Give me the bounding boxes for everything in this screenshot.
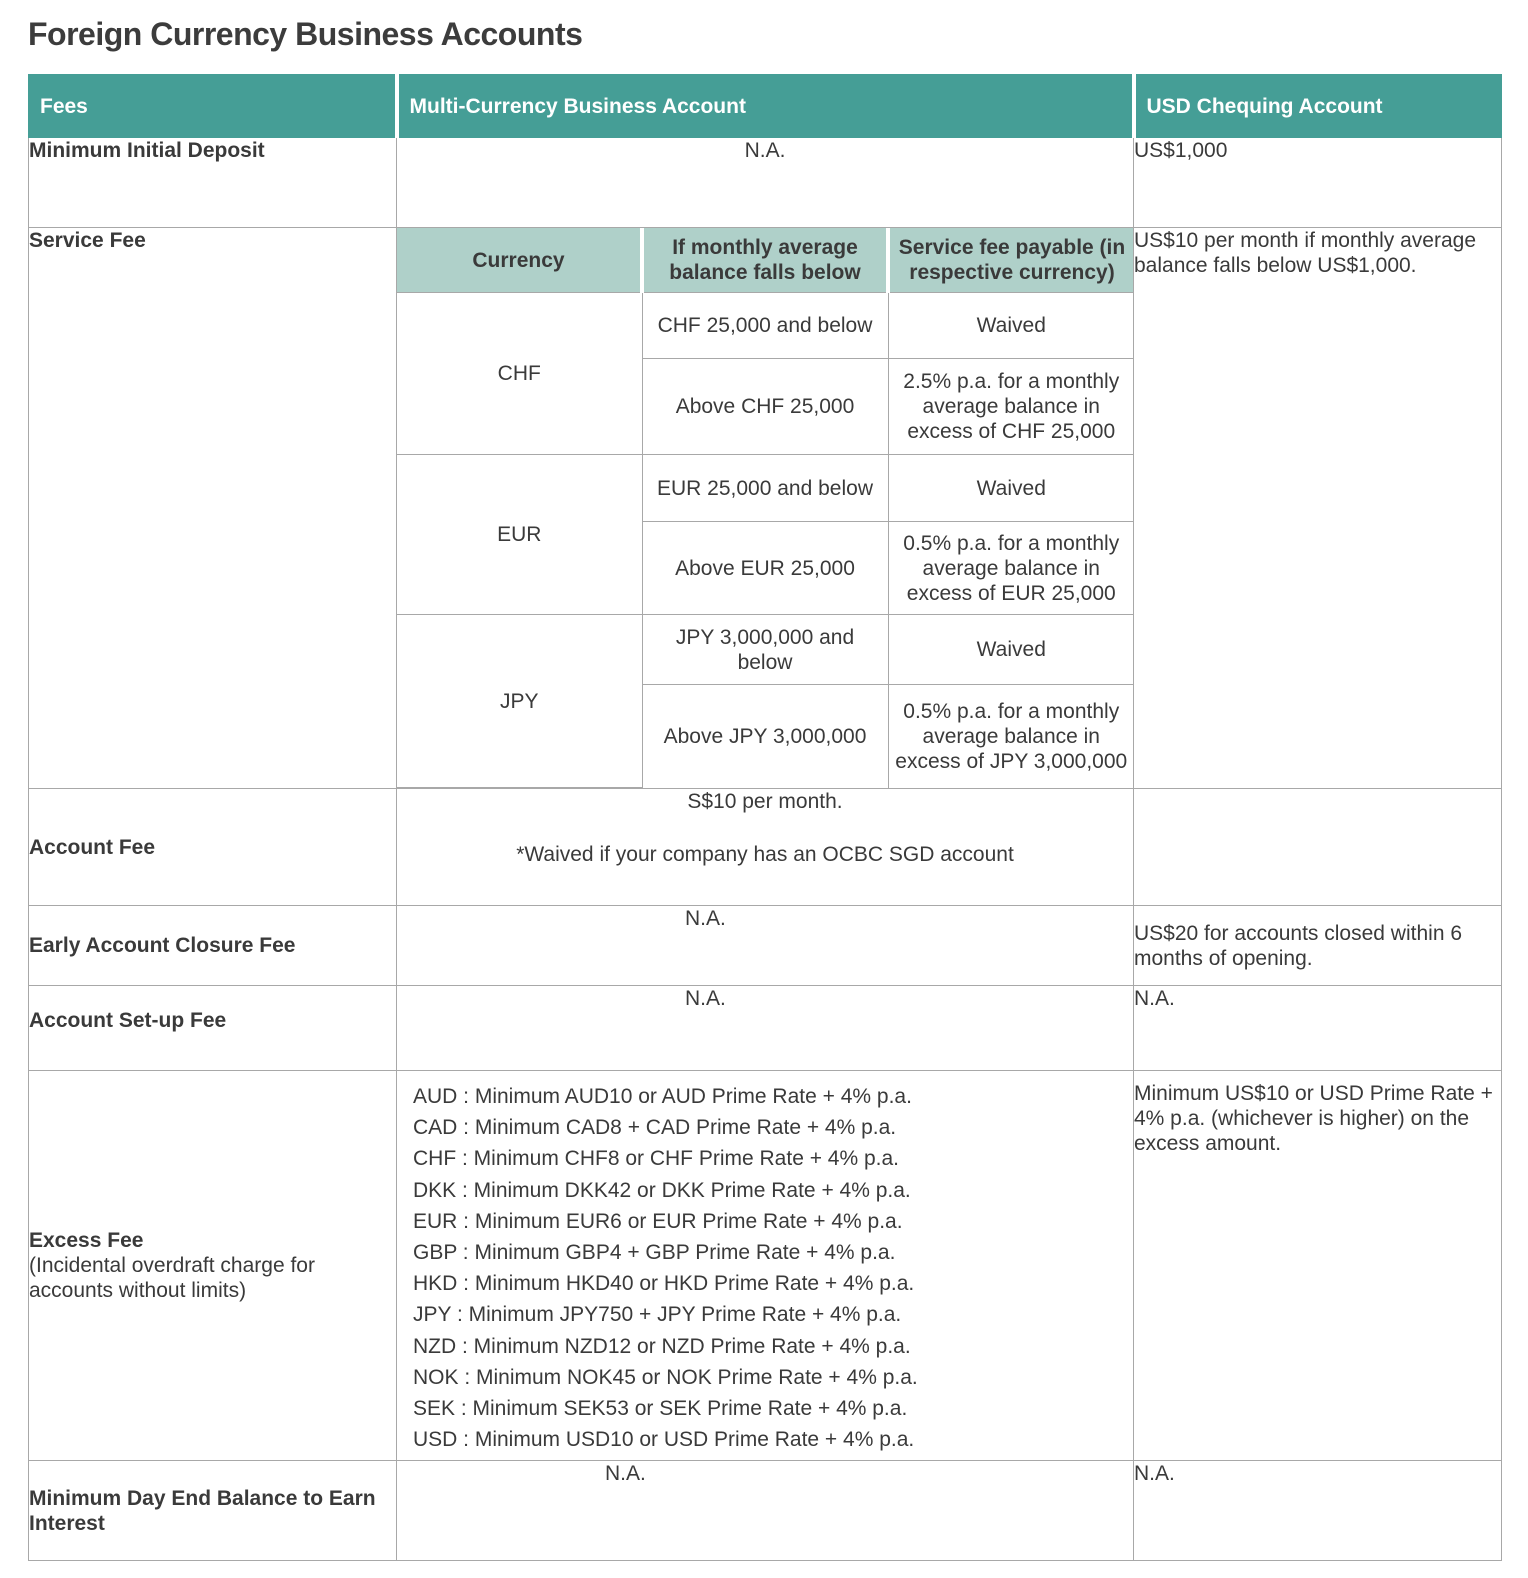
row-account-fee [29, 789, 1502, 906]
usd-early-closure: US$20 for accounts closed within 6 months of opening. [1134, 906, 1502, 986]
excess-fee-line: SEK : Minimum SEK53 or SEK Prime Rate + 4% p.a. [413, 1397, 908, 1421]
currency-cell: EUR [397, 455, 642, 615]
row-min-initial-deposit [29, 138, 1502, 228]
header-fees: Fees [29, 75, 397, 138]
excess-fee-title: Excess Fee [29, 1229, 144, 1252]
usd-service-fee: US$10 per month if monthly average balance falls below US$1,000. [1134, 228, 1502, 789]
fees-table [28, 74, 1502, 1561]
mca-service-fee [397, 228, 1134, 789]
payable-cell: 0.5% p.a. for a monthly average balance in excess of EUR 25,000 [888, 522, 1134, 615]
header-multi-currency: Multi-Currency Business Account [397, 75, 1134, 138]
threshold-cell: EUR 25,000 and below [642, 455, 888, 522]
threshold-cell: Above JPY 3,000,000 [642, 685, 888, 788]
excess-fee-line: USD : Minimum USD10 or USD Prime Rate + 4% p.a. [413, 1428, 915, 1452]
usd-excess-fee: Minimum US$10 or USD Prime Rate + 4% p.a. (whichever is higher) on the excess amount. [1134, 1071, 1502, 1461]
excess-fee-line: HKD : Minimum HKD40 or HKD Prime Rate + 4% p.a. [413, 1272, 915, 1296]
payable-cell: Waived [888, 615, 1134, 685]
excess-fee-line: EUR : Minimum EUR6 or EUR Prime Rate + 4% p.a. [413, 1209, 903, 1233]
threshold-cell: Above EUR 25,000 [642, 522, 888, 615]
excess-fee-line: CHF : Minimum CHF8 or CHF Prime Rate + 4% p.a. [413, 1147, 900, 1171]
label-min-day-end: Minimum Day End Balance to Earn Interest [29, 1461, 397, 1561]
payable-cell: Waived [888, 293, 1134, 359]
mca-min-day-end: N.A. [397, 1461, 1134, 1561]
payable-cell: 0.5% p.a. for a monthly average balance in excess of JPY 3,000,000 [888, 685, 1134, 788]
inner-header-payable: Service fee payable (in respective currency) [888, 228, 1134, 293]
service-fee-row [397, 615, 1134, 685]
usd-setup-fee: N.A. [1134, 986, 1502, 1071]
row-early-closure [29, 906, 1502, 986]
excess-fee-line: DKK : Minimum DKK42 or DKK Prime Rate + 4% p.a. [413, 1178, 911, 1202]
row-setup-fee [29, 986, 1502, 1071]
payable-cell: Waived [888, 455, 1134, 522]
inner-header-threshold: If monthly average balance falls below [642, 228, 888, 293]
threshold-cell: CHF 25,000 and below [642, 293, 888, 359]
service-fee-row [397, 293, 1134, 359]
currency-cell: JPY [397, 615, 642, 788]
mca-min-initial-deposit: N.A. [397, 138, 1134, 228]
excess-fee-line: NZD : Minimum NZD12 or NZD Prime Rate + 4% p.a. [413, 1334, 911, 1358]
label-early-closure: Early Account Closure Fee [29, 906, 397, 986]
label-min-initial-deposit: Minimum Initial Deposit [29, 138, 397, 228]
label-account-fee: Account Fee [29, 789, 397, 906]
usd-min-day-end: N.A. [1134, 1461, 1502, 1561]
excess-fee-line: JPY : Minimum JPY750 + JPY Prime Rate + 4% p.a. [413, 1303, 902, 1327]
inner-header-currency: Currency [397, 228, 642, 293]
row-service-fee [29, 228, 1502, 789]
row-excess-fee [29, 1071, 1502, 1461]
excess-fee-line: GBP : Minimum GBP4 + GBP Prime Rate + 4% p.a. [413, 1241, 896, 1265]
header-usd-chequing: USD Chequing Account [1134, 75, 1502, 138]
excess-fee-line: AUD : Minimum AUD10 or AUD Prime Rate + 4% p.a. [413, 1085, 912, 1108]
threshold-cell: Above CHF 25,000 [642, 359, 888, 455]
threshold-cell: JPY 3,000,000 and below [642, 615, 888, 685]
mca-early-closure: N.A. [397, 906, 1134, 986]
service-fee-header-row [397, 228, 1134, 293]
mca-excess-fee [397, 1071, 1134, 1461]
usd-min-initial-deposit: US$1,000 [1134, 138, 1502, 228]
service-fee-table [397, 228, 1134, 788]
account-fee-waiver-note: *Waived if your company has an OCBC SGD account [516, 843, 1014, 866]
mca-account-fee [397, 789, 1134, 906]
usd-account-fee [1134, 789, 1502, 906]
mca-setup-fee: N.A. [397, 986, 1134, 1071]
service-fee-row [397, 455, 1134, 522]
payable-cell: 2.5% p.a. for a monthly average balance in excess of CHF 25,000 [888, 359, 1134, 455]
header-row [29, 75, 1502, 138]
label-service-fee: Service Fee [29, 228, 397, 789]
excess-fee-list [397, 1071, 1133, 1455]
page-title: Foreign Currency Business Accounts [28, 16, 583, 52]
row-min-day-end [29, 1461, 1502, 1561]
account-fee-amount: S$10 per month. [687, 790, 843, 813]
label-setup-fee: Account Set-up Fee [29, 986, 397, 1071]
label-excess-fee [29, 1071, 397, 1461]
excess-fee-subtitle: (Incidental overdraft charge for accounts without limits) [29, 1254, 315, 1302]
currency-cell: CHF [397, 293, 642, 455]
excess-fee-line: CAD : Minimum CAD8 + CAD Prime Rate + 4% p.a. [413, 1116, 897, 1140]
excess-fee-line: NOK : Minimum NOK45 or NOK Prime Rate + 4% p.a. [413, 1365, 918, 1389]
